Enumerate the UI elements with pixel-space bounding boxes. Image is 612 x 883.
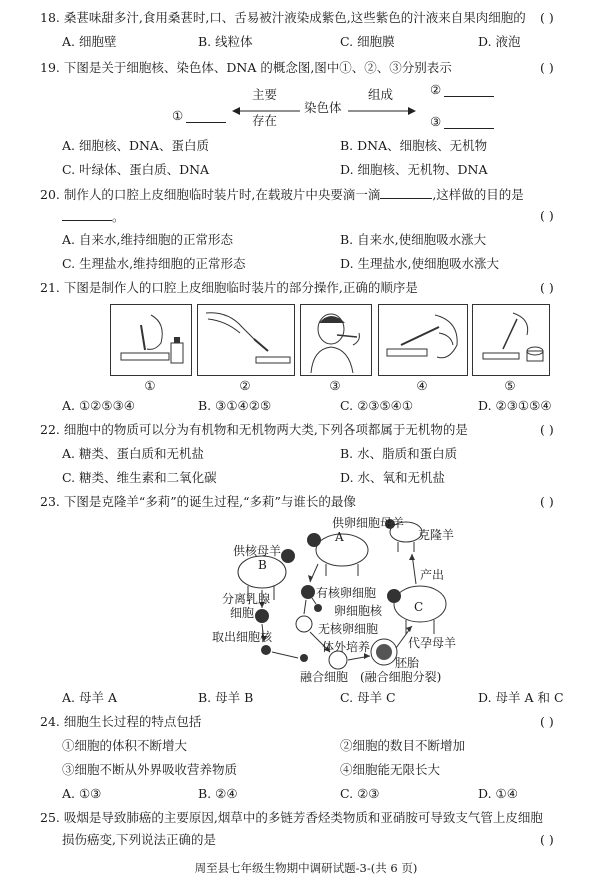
label-egg-donor: 供卵细胞母羊 bbox=[332, 516, 405, 530]
label-b: B bbox=[258, 558, 267, 572]
q21-stem: 21. 下图是制作人的口腔上皮细胞临时装片的部分操作,正确的顺序是 bbox=[40, 280, 418, 295]
concept-right-top: 组成 bbox=[368, 87, 394, 102]
q20-option-a: A. 自来水,维持细胞的正常形态 bbox=[62, 232, 233, 247]
q21-answer-paren: ( ) bbox=[540, 280, 554, 295]
nucleated-egg-icon bbox=[301, 585, 315, 599]
q24-option-a: A. ①③ bbox=[62, 786, 102, 801]
q24-option-d: D. ①④ bbox=[478, 786, 518, 801]
q19-stem: 19. 下图是关于细胞核、染色体、DNA 的概念图,图中①、②、③分别表示 bbox=[40, 60, 452, 75]
step1-label: ① bbox=[144, 378, 156, 393]
q25-answer-paren: ( ) bbox=[540, 832, 554, 847]
q18-option-a: A. 细胞壁 bbox=[62, 34, 117, 49]
q19-option-d: D. 细胞核、无机物、DNA bbox=[340, 162, 488, 177]
page-footer: 周至县七年级生物期中调研试题-3-(共 6 页) bbox=[194, 861, 418, 875]
q24-item-3: ③细胞不断从外界吸收营养物质 bbox=[62, 762, 238, 777]
q25-stem-line1: 25. 吸烟是导致肺癌的主要原因,烟草中的多链芳香烃类物质和亚硝胺可导致支气管上皮细胞 bbox=[40, 810, 543, 825]
label-surrogate: 代孕母羊 bbox=[408, 636, 457, 650]
q23-option-c: C. 母羊 C bbox=[340, 690, 396, 705]
q24-item-4: ④细胞能无限长大 bbox=[340, 762, 441, 777]
q23-option-b: B. 母羊 B bbox=[198, 690, 254, 705]
q22-option-c: C. 糖类、维生素和二氧化碳 bbox=[62, 470, 217, 485]
q24-option-b: B. ②④ bbox=[198, 786, 238, 801]
step5-image bbox=[472, 304, 550, 376]
label-embryo: 胚胎 bbox=[395, 656, 420, 670]
q23-answer-paren: ( ) bbox=[540, 494, 554, 509]
step5-label: ⑤ bbox=[504, 378, 516, 393]
q22-option-d: D. 水、氧和无机盐 bbox=[340, 470, 446, 485]
q20-stem: 20. 制作人的口腔上皮细胞临时装片时,在载玻片中央要滴一滴 ,这样做的目的是 bbox=[40, 187, 524, 202]
q21-option-a: A. ①②⑤③④ bbox=[62, 398, 136, 413]
q21-option-c: C. ②③⑤④① bbox=[340, 398, 414, 413]
q20-option-c: C. 生理盐水,维持细胞的正常形态 bbox=[62, 256, 246, 271]
q24-stem: 24. 细胞生长过程的特点包括 bbox=[40, 714, 202, 729]
label-egg-nucleus: 卵细胞核 bbox=[334, 604, 383, 618]
q18-option-b: B. 线粒体 bbox=[198, 34, 253, 49]
label-cell: 细胞 bbox=[230, 606, 255, 620]
label-nucleated-egg: 有核卵细胞 bbox=[316, 586, 377, 600]
label-fused: 融合细胞 bbox=[300, 670, 349, 684]
label-a: A bbox=[335, 530, 344, 544]
donor-nucleus-icon bbox=[261, 645, 271, 655]
q22-stem: 22. 细胞中的物质可以分为有机物和无机物两大类,下列各项都属于无机物的是 bbox=[40, 422, 468, 437]
concept-n3: ③ bbox=[430, 114, 442, 129]
q19-option-c: C. 叶绿体、蛋白质、DNA bbox=[62, 162, 210, 177]
label-enucleated: 无核卵细胞 bbox=[318, 622, 379, 636]
concept-left-bottom: 存在 bbox=[252, 113, 278, 128]
label-produce: 产出 bbox=[420, 568, 445, 582]
q21-option-d: D. ②③①⑤④ bbox=[478, 398, 552, 413]
q24-answer-paren: ( ) bbox=[540, 714, 554, 729]
concept-left-top: 主要 bbox=[252, 87, 278, 102]
step4-label: ④ bbox=[416, 378, 428, 393]
label-nucleus-donor: 供核母羊 bbox=[233, 544, 282, 558]
q23-stem: 23. 下图是克隆羊“多莉”的诞生过程,“多莉”与谁长的最像 bbox=[40, 494, 356, 509]
step2-label: ② bbox=[239, 378, 251, 393]
label-take-nucleus: 取出细胞核 bbox=[212, 630, 273, 644]
step1-image bbox=[110, 304, 192, 376]
q23-option-d: D. 母羊 A 和 C bbox=[478, 690, 564, 705]
q20-blank-2 bbox=[62, 208, 112, 221]
egg-nucleus-icon bbox=[314, 604, 322, 612]
q20-option-d: D. 生理盐水,使细胞吸水涨大 bbox=[340, 256, 499, 271]
step3-image bbox=[300, 304, 372, 376]
q24-item-1: ①细胞的体积不断增大 bbox=[62, 738, 188, 753]
step2-image bbox=[197, 304, 295, 376]
enucleated-egg-icon bbox=[296, 616, 312, 632]
q24-item-2: ②细胞的数目不断增加 bbox=[340, 738, 466, 753]
q22-option-a: A. 糖类、蛋白质和无机盐 bbox=[62, 446, 204, 461]
q19-option-a: A. 细胞核、DNA、蛋白质 bbox=[62, 138, 209, 153]
q21-option-b: B. ③①④②⑤ bbox=[198, 398, 272, 413]
mammary-cell-icon bbox=[255, 609, 269, 623]
q25-stem-line2: 损伤癌变,下列说法正确的是 bbox=[62, 832, 216, 847]
q22-option-b: B. 水、脂质和蛋白质 bbox=[340, 446, 458, 461]
step4-image bbox=[378, 304, 468, 376]
q22-answer-paren: ( ) bbox=[540, 422, 554, 437]
q18-option-c: C. 细胞膜 bbox=[340, 34, 395, 49]
label-fused-divide: (融合细胞分裂) bbox=[360, 670, 442, 684]
concept-n2: ② bbox=[430, 82, 442, 97]
q24-option-c: C. ②③ bbox=[340, 786, 380, 801]
step3-label: ③ bbox=[329, 378, 341, 393]
q18-stem: 18. 桑葚味甜多汁,食用桑葚时,口、舌易被汁液染成紫色,这些紫色的汁液来自果肉细胞的 bbox=[40, 10, 526, 25]
label-clone: 克隆羊 bbox=[418, 528, 455, 542]
q23-option-a: A. 母羊 A bbox=[62, 690, 117, 705]
q18-option-d: D. 液泡 bbox=[478, 34, 521, 49]
q19-answer-paren: ( ) bbox=[540, 60, 554, 75]
label-c: C bbox=[414, 600, 424, 614]
q19-option-b: B. DNA、细胞核、无机物 bbox=[340, 138, 488, 153]
label-separate: 分离乳腺 bbox=[222, 592, 271, 606]
q20-answer-paren: ( ) bbox=[540, 208, 554, 223]
concept-n1: ① bbox=[172, 108, 184, 123]
concept-center: 染色体 bbox=[304, 100, 342, 115]
q18-answer-paren: ( ) bbox=[540, 10, 554, 25]
q20-line2: 。 bbox=[62, 208, 125, 225]
label-culture: 体外培养 bbox=[322, 640, 371, 654]
q20-option-b: B. 自来水,使细胞吸水涨大 bbox=[340, 232, 487, 247]
q20-blank-1 bbox=[380, 186, 432, 199]
